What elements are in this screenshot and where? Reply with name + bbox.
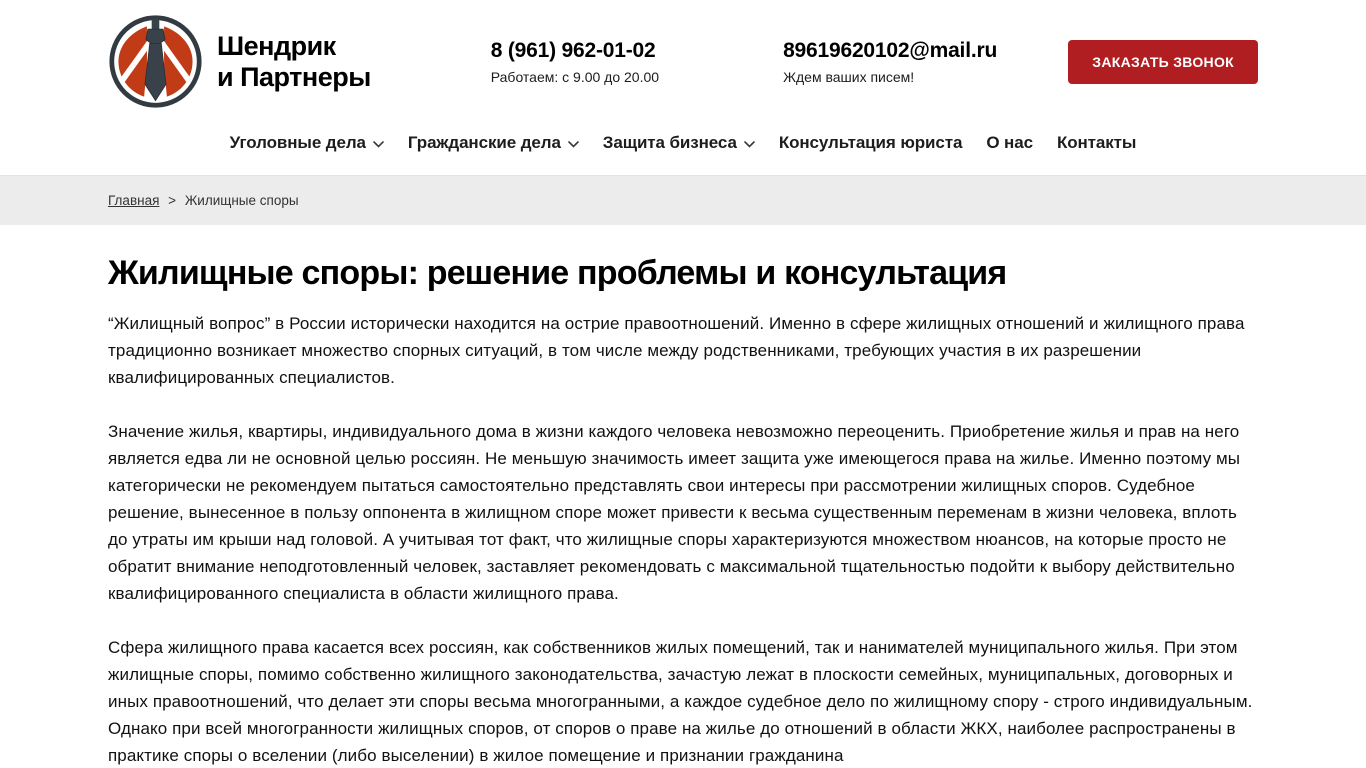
email-note: Ждем ваших писем! — [783, 68, 915, 85]
nav-item-label: Консультация юриста — [778, 133, 963, 152]
article-paragraph-3: Сфера жилищного права касается всех россиян, как собственников жилых помещений, так и нанимателей муниципального жилья. При этом жилищные споры, помимо собственно жилищного законодательства, зачастую лежат в плоскости семейных, муниципальных, договорных и иных правоотношений, что делает эти споры весьма многогранными, а каждое судебное дело по жилищному спору - строго индивидуальным. Однако при всей многогранности жилищных споров, от споров о праве на жилье до отношений в области ЖКХ, наиболее распространены в практике споры о вселении (либо выселении) в жилое помещение и признании гражданина — [108, 638, 1253, 765]
nav-item-label: Защита бизнеса — [602, 133, 737, 152]
nav-item-konsultaciya-yurista[interactable] — [779, 133, 962, 153]
phone-link[interactable]: 8 (961) 962-01-02 — [490, 38, 656, 62]
nav-item-grazhdanskie-dela[interactable] — [408, 133, 579, 153]
email-block — [783, 39, 997, 85]
breadcrumb — [0, 175, 1366, 225]
page-title: Жилищные споры: решение проблемы и консультация — [108, 254, 1007, 292]
site-header — [0, 0, 1366, 175]
chevron-down-icon — [568, 141, 579, 148]
nav-item-label: Гражданские дела — [407, 133, 561, 152]
main-content — [108, 225, 1258, 768]
logo[interactable] — [108, 14, 371, 109]
article-paragraph-2: Значение жилья, квартиры, индивидуального дома в жизни каждого человека невозможно переоценить. Приобретение жилья и прав на него является едва ли не основной целью россиян. Не меньшую значимость имеет защита уже имеющегося права на жилье. Именно поэтому мы категорически не рекомендуем пытаться самостоятельно представлять свои интересы при рассмотрении жилищных споров. Судебное решение, вынесенное в пользу оппонента в жилищном споре может привести к весьма существенным переменам в жизни человека, вплоть до утраты им крыши над головой. А учитывая тот факт, что жилищные споры характеризуются множеством нюансов, на которые просто не обратит внимание неподготовленный человек, заставляет рекомендовать с максимальной тщательностью подойти к выбору действительно квалифицированного специалиста в области жилищного права. — [108, 422, 1241, 603]
article-paragraph-1: “Жилищный вопрос” в России исторически находится на острие правоотношений. Именно в сфере жилищных отношений и жилищного права традиционно возникает множество спорных ситуаций, в том числе между родственниками, требующих участия в их разрешении квалифицированных специалистов. — [108, 314, 1245, 387]
breadcrumb-home-link[interactable]: Главная — [108, 193, 160, 208]
nav-item-label: Уголовные дела — [229, 133, 366, 152]
nav-item-ugolovnye-dela[interactable] — [230, 133, 384, 153]
chevron-down-icon — [744, 141, 755, 148]
main-nav — [0, 109, 1366, 175]
nav-item-o-nas[interactable] — [986, 133, 1033, 153]
nav-item-zashchita-biznesa[interactable] — [603, 133, 755, 153]
email-link[interactable]: 89619620102@mail.ru — [783, 38, 998, 62]
phone-block — [491, 39, 659, 85]
breadcrumb-current: Жилищные споры — [184, 193, 299, 208]
working-hours-note: Работаем: с 9.00 до 20.00 — [490, 68, 660, 85]
nav-item-label: О нас — [986, 133, 1033, 152]
brand-name-line1: Шендрик — [217, 31, 336, 62]
logo-tie-icon — [108, 14, 203, 109]
breadcrumb-separator: > — [168, 193, 177, 208]
brand-name-line2: и Партнеры — [217, 61, 371, 92]
order-call-button[interactable]: ЗАКАЗАТЬ ЗВОНОК — [1068, 40, 1258, 84]
header-top-row — [0, 0, 1366, 109]
nav-item-kontakty[interactable] — [1057, 133, 1136, 153]
chevron-down-icon — [373, 141, 384, 148]
nav-item-label: Контакты — [1056, 133, 1137, 152]
brand-name — [217, 31, 371, 91]
